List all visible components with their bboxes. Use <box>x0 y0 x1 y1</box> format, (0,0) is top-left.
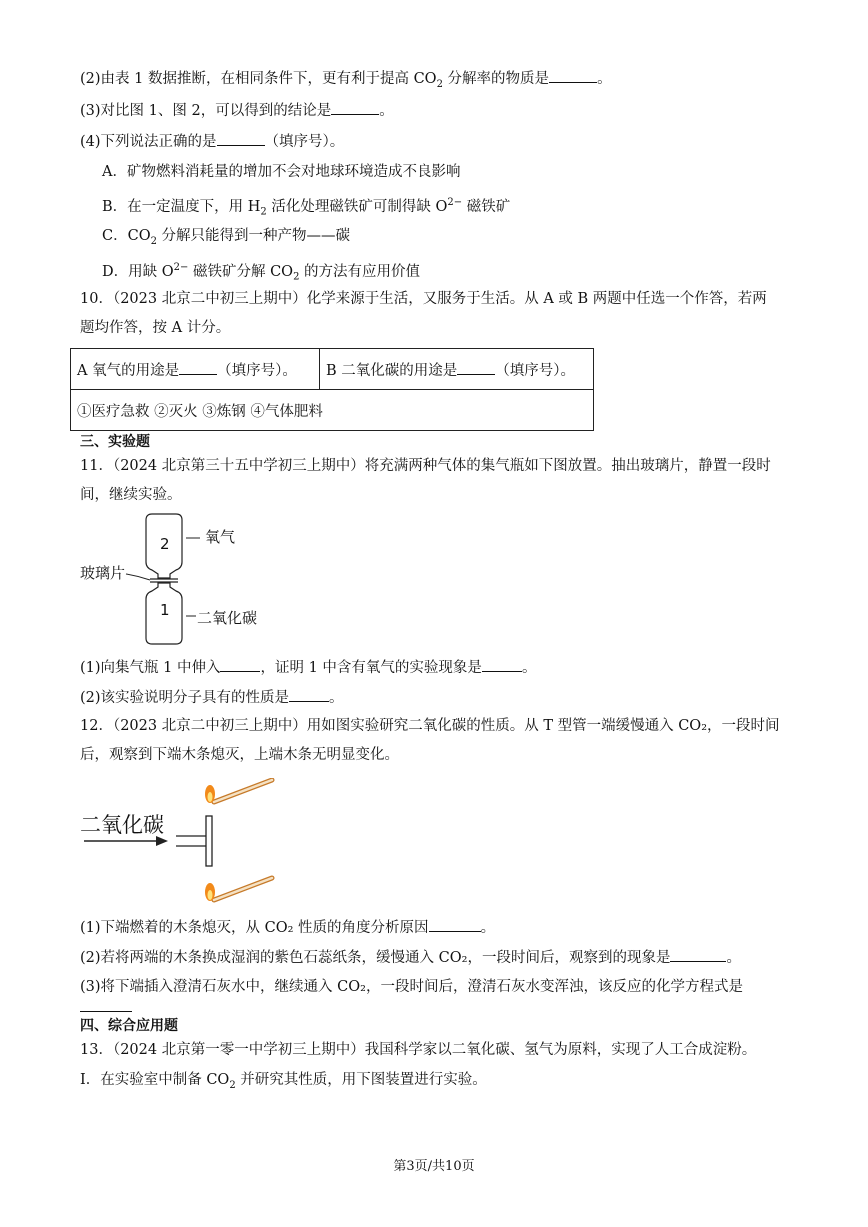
q12-part3-blank-line <box>80 997 132 1018</box>
q12-part1: (1)下端燃着的木条熄灭，从 CO₂ 性质的角度分析原因 。 <box>80 917 495 938</box>
label-carbon-dioxide: 二氧化碳 <box>197 609 258 627</box>
q12-stem-line2: 后，观察到下端木条熄灭，上端木条无明显变化。 <box>80 747 399 763</box>
jar-number-1: 1 <box>160 601 170 619</box>
q10-cell-b: B 二氧化碳的用途是 （填序号）。 <box>320 349 594 390</box>
q10-options-cell: ①医疗急救 ②灭火 ③炼钢 ④气体肥料 <box>71 390 594 431</box>
q12-part2: (2)若将两端的木条换成湿润的紫色石蕊纸条，缓慢通入 CO₂，一段时间后，观察到的现象是 。 <box>80 947 741 968</box>
q9-part3: (3)对比图 1、图 2，可以得到的结论是 。 <box>80 100 394 121</box>
plate-leader-line <box>126 574 150 580</box>
label-glass-plate: 玻璃片 <box>80 564 126 582</box>
jar-number-2: 2 <box>160 535 170 553</box>
answer-blank[interactable] <box>482 657 522 672</box>
q9-part4: (4)下列说法正确的是 （填序号）。 <box>80 131 344 152</box>
q10-stem-line2: 题均作答，按 A 计分。 <box>80 320 231 336</box>
label-oxygen: 氧气 <box>205 528 236 546</box>
answer-blank[interactable] <box>457 360 495 375</box>
q10-cell-a: A 氧气的用途是 （填序号）。 <box>71 349 320 390</box>
answer-blank[interactable] <box>80 997 132 1012</box>
q11-part1: (1)向集气瓶 1 中伸入 ，证明 1 中含有氧气的实验现象是 。 <box>80 657 536 678</box>
q9-option-a: A．矿物燃料消耗量的增加不会对地球环境造成不良影响 <box>102 164 461 180</box>
q11-part2: (2)该实验说明分子具有的性质是 。 <box>80 687 344 708</box>
answer-blank[interactable] <box>217 131 265 146</box>
label-co2-gas: 二氧化碳 <box>80 813 164 837</box>
q9-option-c: C．$CO_2$ 分解只能得到一种产物——碳 <box>102 228 351 247</box>
q10-choice-table <box>70 348 594 431</box>
answer-blank[interactable] <box>220 657 260 672</box>
q12-part3: (3)将下端插入澄清石灰水中，继续通入 CO₂，一段时间后，澄清石灰水变浑浊，该反应的化学方程式是 <box>80 979 743 995</box>
answer-blank[interactable] <box>289 687 329 702</box>
section-heading-4: 四、综合应用题 <box>80 1018 178 1034</box>
q9-option-d: D．用缺 $O^{2-}$ 磁铁矿分解 $CO_2$ 的方法有应用价值 <box>102 262 421 283</box>
q9-option-b: B．在一定温度下，用 $H_2$ 活化处理磁铁矿可制得缺 $O^{2-}$ 磁铁矿 <box>102 197 511 218</box>
answer-blank[interactable] <box>429 917 481 932</box>
answer-blank[interactable] <box>670 947 726 962</box>
answer-blank[interactable] <box>331 100 379 115</box>
q11-stem-line1: 11．（2024 北京第三十五中学初三上期中）将充满两种气体的集气瓶如下图放置。抽出玻璃片，静置一段时 <box>80 458 771 474</box>
t-tube <box>206 816 212 866</box>
answer-blank[interactable] <box>179 360 217 375</box>
section-heading-3: 三、实验题 <box>80 434 150 450</box>
q10-stem-line1: 10．（2023 北京二中初三上期中）化学来源于生活，又服务于生活。从 A 或 B 两题中任选一个作答，若两 <box>80 291 767 307</box>
q9-part2: (2)由表 1 数据推断，在相同条件下，更有利于提高 $CO_2$ 分解率的物质是 。 <box>80 68 612 95</box>
answer-blank[interactable] <box>549 68 597 83</box>
q11-stem-line2: 间，继续实验。 <box>80 487 182 503</box>
q12-stem-line1: 12．（2023 北京二中初三上期中）用如图实验研究二氧化碳的性质。从 T 型管一端缓慢通入 CO₂，一段时间 <box>80 718 780 734</box>
t-tube-figure <box>80 778 280 908</box>
q13-part1: Ⅰ．在实验室中制备 $CO_2$ 并研究其性质，用下图装置进行实验。 <box>80 1072 487 1091</box>
page-footer: 第3页/共10页 <box>393 1159 475 1174</box>
q13-stem-line1: 13．（2024 北京第一零一中学初三上期中）我国科学家以二氧化碳、氢气为原料，实现了人工合成淀粉。 <box>80 1042 757 1058</box>
